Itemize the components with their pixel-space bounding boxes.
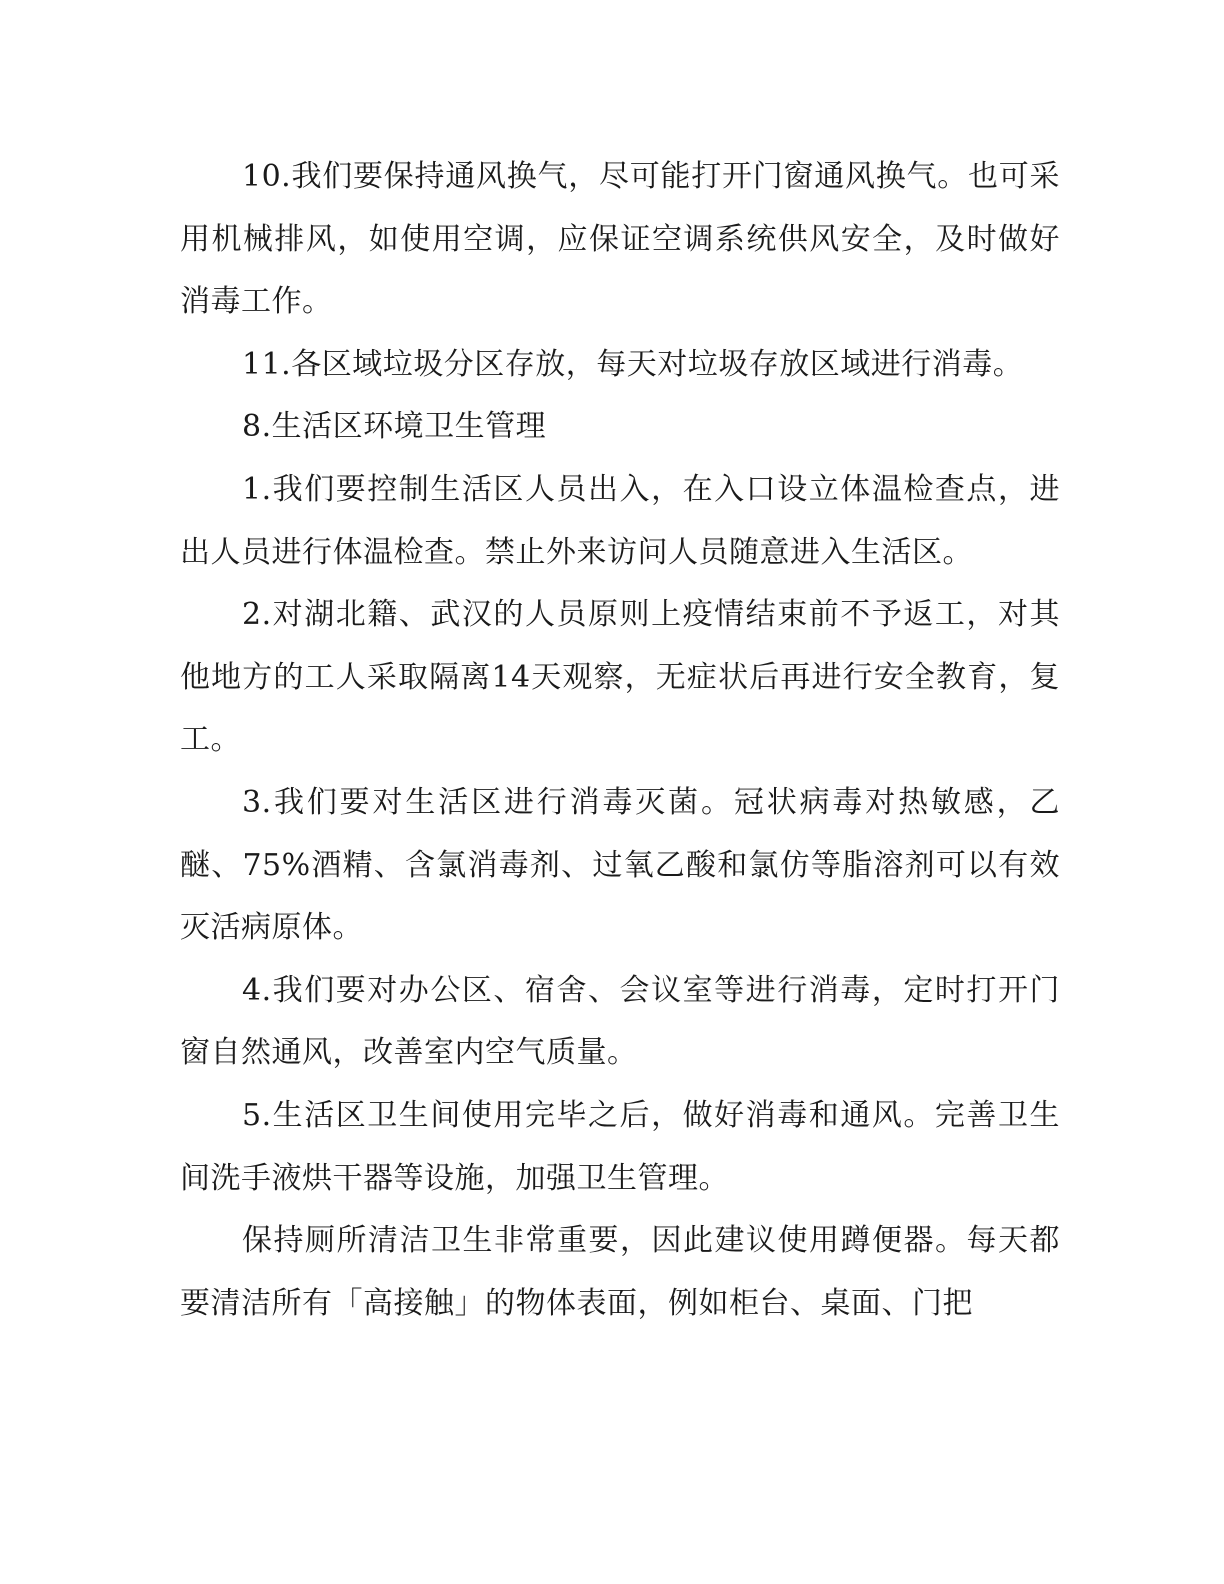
- paragraph-office-disinfection: 4.我们要对办公区、宿舍、会议室等进行消毒，定时打开门窗自然通风，改善室内空气质量。: [180, 972, 1060, 1071]
- document-page: [180, 146, 1060, 1335]
- paragraph-disinfection: 3.我们要对生活区进行消毒灭菌。冠状病毒对热敏感，乙醚、75%酒精、含氯消毒剂、过氧乙酸和氯仿等脂溶剂可以有效灭活病原体。: [180, 784, 1060, 946]
- paragraph-return-to-work: 2.对湖北籍、武汉的人员原则上疫情结束前不予返工，对其他地方的工人采取隔离14天观察，无症状后再进行安全教育，复工。: [180, 597, 1060, 758]
- paragraph-toilet-cleaning: 保持厕所清洁卫生非常重要，因此建议使用蹲便器。每天都要清洁所有「高接触」的物体表面，例如柜台、桌面、门把: [180, 1223, 1060, 1321]
- paragraph-restroom: 5.生活区卫生间使用完毕之后，做好消毒和通风。完善卫生间洗手液烘干器等设施，加强卫生管理。: [180, 1097, 1060, 1196]
- paragraph-ventilation: 10.我们要保持通风换气，尽可能打开门窗通风换气。也可采用机械排风，如使用空调，应保证空调系统供风安全，及时做好消毒工作。: [180, 159, 1060, 320]
- paragraph-access-control: 1.我们要控制生活区人员出入，在入口设立体温检查点，进出人员进行体温检查。禁止外来访问人员随意进入生活区。: [180, 471, 1060, 570]
- section-heading-living-area: 8.生活区环境卫生管理: [242, 409, 547, 445]
- paragraph-garbage-storage: 11.各区域垃圾分区存放，每天对垃圾存放区域进行消毒。: [242, 346, 1024, 382]
